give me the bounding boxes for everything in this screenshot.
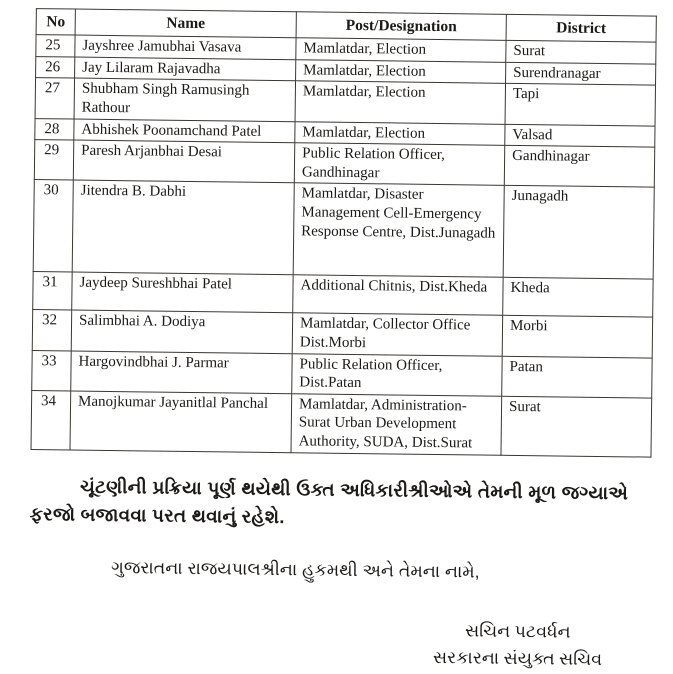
cell-district: Patan bbox=[502, 356, 652, 398]
officers-table bbox=[31, 8, 657, 457]
cell-name: Jay Lilaram Rajavadha bbox=[75, 57, 296, 81]
cell-district: Valsad bbox=[505, 124, 655, 147]
cell-post: Mamlatdar, Collector Office Dist.Morbi bbox=[292, 313, 502, 356]
order-by-governor-line: ગુજરાતના રાજયપાલશ્રીના હુકમથી અને તેમના નામે, bbox=[110, 556, 480, 582]
cell-no: 34 bbox=[31, 390, 71, 449]
cell-no: 31 bbox=[33, 272, 72, 310]
cell-no: 33 bbox=[32, 350, 71, 391]
cell-post: Public Relation Officer, Dist.Patan bbox=[292, 353, 502, 396]
cell-name: Abhishek Poonamchand Patel bbox=[74, 119, 295, 143]
table-row bbox=[31, 390, 652, 456]
cell-post: Mamlatdar, Administration-Surat Urban Development Authority, SUDA, Dist.Surat bbox=[291, 393, 502, 454]
column-header-no: No bbox=[36, 9, 75, 36]
signatory-name: સચિન પટવર્ધન bbox=[464, 619, 571, 642]
cell-no: 27 bbox=[35, 78, 74, 119]
cell-no: 25 bbox=[36, 35, 75, 57]
cell-district: Gandhinagar bbox=[504, 145, 654, 187]
cell-no: 26 bbox=[36, 56, 75, 78]
cell-no: 32 bbox=[32, 310, 71, 351]
cell-no: 28 bbox=[35, 118, 74, 140]
cell-name: Jaydeep Sureshbhai Patel bbox=[72, 272, 293, 313]
cell-post: Mamlatdar, Election bbox=[295, 81, 505, 124]
cell-name: Hargovindbhai J. Parmar bbox=[71, 351, 292, 394]
column-header-name: Name bbox=[75, 9, 296, 38]
cell-name: Paresh Arjanbhai Desai bbox=[73, 140, 294, 183]
cell-post: Mamlatdar, Election bbox=[296, 38, 506, 62]
column-header-district: District bbox=[506, 14, 656, 42]
cell-district: Kheda bbox=[503, 278, 653, 318]
cell-district: Surendranagar bbox=[506, 62, 656, 85]
cell-district: Surat bbox=[501, 396, 652, 457]
cell-name: Shubham Singh Ramusingh Rathour bbox=[74, 78, 295, 121]
cell-district: Junagadh bbox=[503, 186, 654, 280]
cell-name: Jayshree Jamubhai Vasava bbox=[75, 35, 296, 59]
table-row bbox=[33, 180, 654, 280]
signature-block bbox=[410, 616, 626, 673]
column-header-post: Post/Designation bbox=[296, 12, 506, 41]
cell-no: 29 bbox=[34, 140, 73, 181]
cell-post: Mamlatdar, Disaster Management Cell-Emergency Response Centre, Dist.Junagadh bbox=[293, 183, 504, 278]
cell-district: Surat bbox=[506, 41, 656, 64]
cell-district: Tapi bbox=[505, 84, 655, 126]
cell-post: Mamlatdar, Election bbox=[296, 60, 506, 84]
cell-post: Mamlatdar, Election bbox=[295, 121, 505, 145]
cell-post: Public Relation Officer, Gandhinagar bbox=[294, 143, 504, 186]
cell-name: Salimbhai A. Dodiya bbox=[71, 310, 292, 353]
cell-name: Manojkumar Jayanitlal Panchal bbox=[70, 391, 292, 452]
return-duty-note: ચૂંટણીની પ્રક્રિયા પૂર્ણ થયેથી ઉક્ત અધિકારીશ્રીઓએ તેમની મૂળ જગ્યાએ ફરજો બજાવવા પરત થવાનું રહેશે. bbox=[29, 475, 629, 528]
cell-post: Additional Chitnis, Dist.Kheda bbox=[293, 275, 503, 316]
cell-name: Jitendra B. Dabhi bbox=[72, 180, 294, 275]
signatory-title: સરકારના સંયુક્ત સચિવ bbox=[432, 646, 603, 669]
cell-district: Morbi bbox=[502, 316, 652, 358]
cell-no: 30 bbox=[33, 180, 73, 272]
